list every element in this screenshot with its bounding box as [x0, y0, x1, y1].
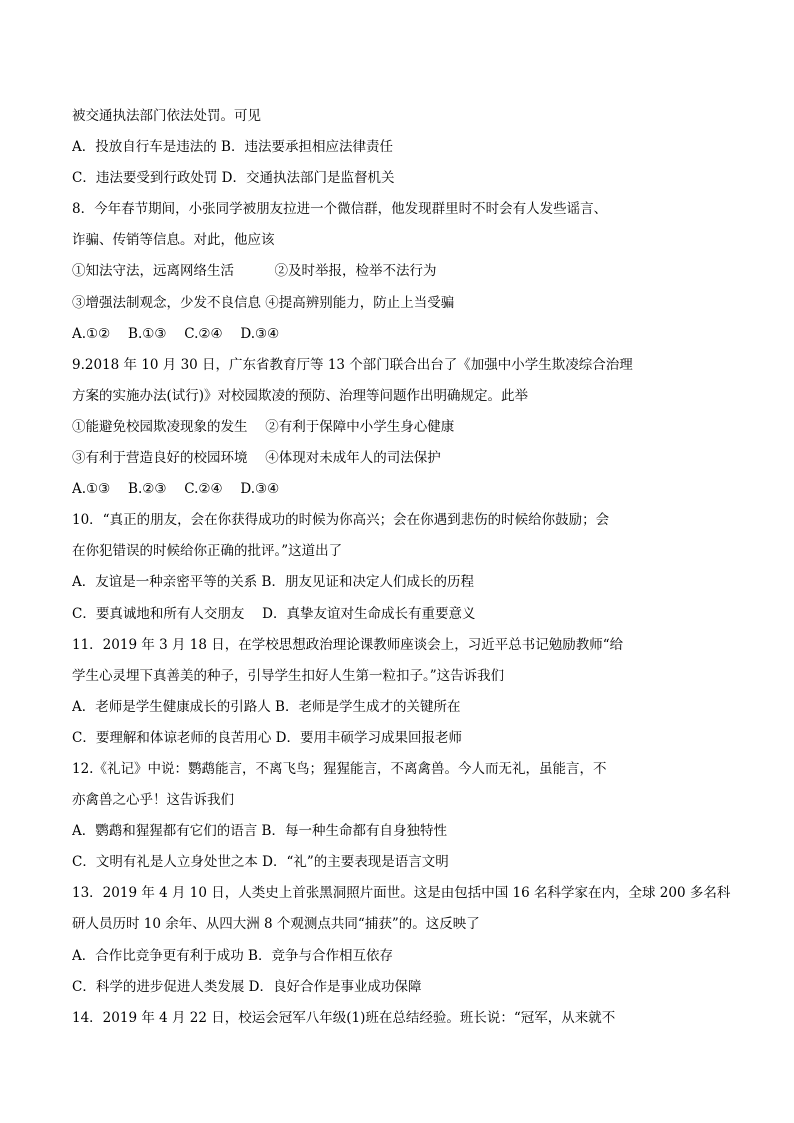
- option-line: A．老师是学生健康成长的引路人 B．老师是学生成才的关键所在: [72, 698, 461, 715]
- option-line: A.①③ B.②③ C.②④ D.③④: [72, 481, 280, 498]
- question-11-stem: 11．2019 年 3 月 18 日，在学校思想政治理论课教师座谈会上，习近平总书记勉励教师“给: [72, 636, 624, 653]
- question-13-stem: 13．2019 年 4 月 10 日，人类史上首张黑洞照片面世。这是由包括中国 16 名科学家在内，全球 200 多名科: [72, 885, 731, 902]
- option-line: C．文明有礼是人立身处世之本 D．“礼”的主要表现是语言文明: [72, 854, 449, 871]
- question-8-stem: 8．今年春节期间，小张同学被朋友拉进一个微信群，他发现群里时不时会有人发些谣言、: [72, 201, 608, 218]
- option-line: A．投放自行车是违法的 B．违法要承担相应法律责任: [72, 139, 393, 156]
- option-line: A．友谊是一种亲密平等的关系 B．朋友见证和决定人们成长的历程: [72, 574, 474, 591]
- question-10-stem: 10．“真正的朋友，会在你获得成功的时候为你高兴；会在你遇到悲伤的时候给你鼓励；会: [72, 512, 610, 529]
- question-12-stem: 12.《礼记》中说：鹦鹉能言，不离飞鸟；猩猩能言，不离禽兽。今人而无礼，虽能言，不: [72, 760, 607, 777]
- question-9-stem: 9.2018 年 10 月 30 日，广东省教育厅等 13 个部门联合出台了《加强中小学生欺凌综合治理: [72, 356, 633, 373]
- question-14-stem: 14．2019 年 4 月 22 日，校运会冠军八年级(1)班在总结经验。班长说：“冠军，从来就不: [72, 1009, 616, 1026]
- statement-line: ①知法守法，远离网络生活 ②及时举报，检举不法行为: [72, 263, 437, 280]
- question-8-stem-cont: 诈骗、传销等信息。对此，他应该: [72, 232, 275, 249]
- option-line: A.①② B.①③ C.②④ D.③④: [72, 325, 280, 342]
- option-line: C．要理解和体谅老师的良苦用心 D．要用丰硕学习成果回报老师: [72, 729, 462, 746]
- option-line: C．科学的进步促进人类发展 D．良好合作是事业成功保障: [72, 978, 422, 995]
- question-10-stem-cont: 在你犯错误的时候给你正确的批评。”这道出了: [72, 543, 343, 560]
- statement-line: ③增强法制观念，少发不良信息 ④提高辨别能力，防止上当受骗: [72, 294, 455, 311]
- option-line: C．要真诚地和所有人交朋友 D．真挚友谊对生命成长有重要意义: [72, 605, 476, 622]
- question-13-stem-cont: 研人员历时 10 余年、从四大洲 8 个观测点共同“捕获”的。这反映了: [72, 916, 480, 933]
- statement-line: ③有利于营造良好的校园环境 ④体现对未成年人的司法保护: [72, 450, 441, 467]
- option-line: A．合作比竞争更有利于成功 B．竞争与合作相互依存: [72, 947, 393, 964]
- option-line: A．鹦鹉和猩猩都有它们的语言 B．每一种生命都有自身独特性: [72, 823, 447, 840]
- question-9-stem-cont: 方案的实施办法(试行)》对校园欺凌的预防、治理等问题作出明确规定。此举: [72, 387, 529, 404]
- option-line: C．违法要受到行政处罚 D．交通执法部门是监督机关: [72, 170, 395, 187]
- question-12-stem-cont: 亦禽兽之心乎！这告诉我们: [72, 792, 234, 809]
- text-line: 被交通执法部门依法处罚。可见: [72, 108, 261, 124]
- statement-line: ①能避免校园欺凌现象的发生 ②有利于保障中小学生身心健康: [72, 418, 455, 435]
- question-11-stem-cont: 学生心灵埋下真善美的种子，引导学生扣好人生第一粒扣子。”这告诉我们: [72, 667, 505, 684]
